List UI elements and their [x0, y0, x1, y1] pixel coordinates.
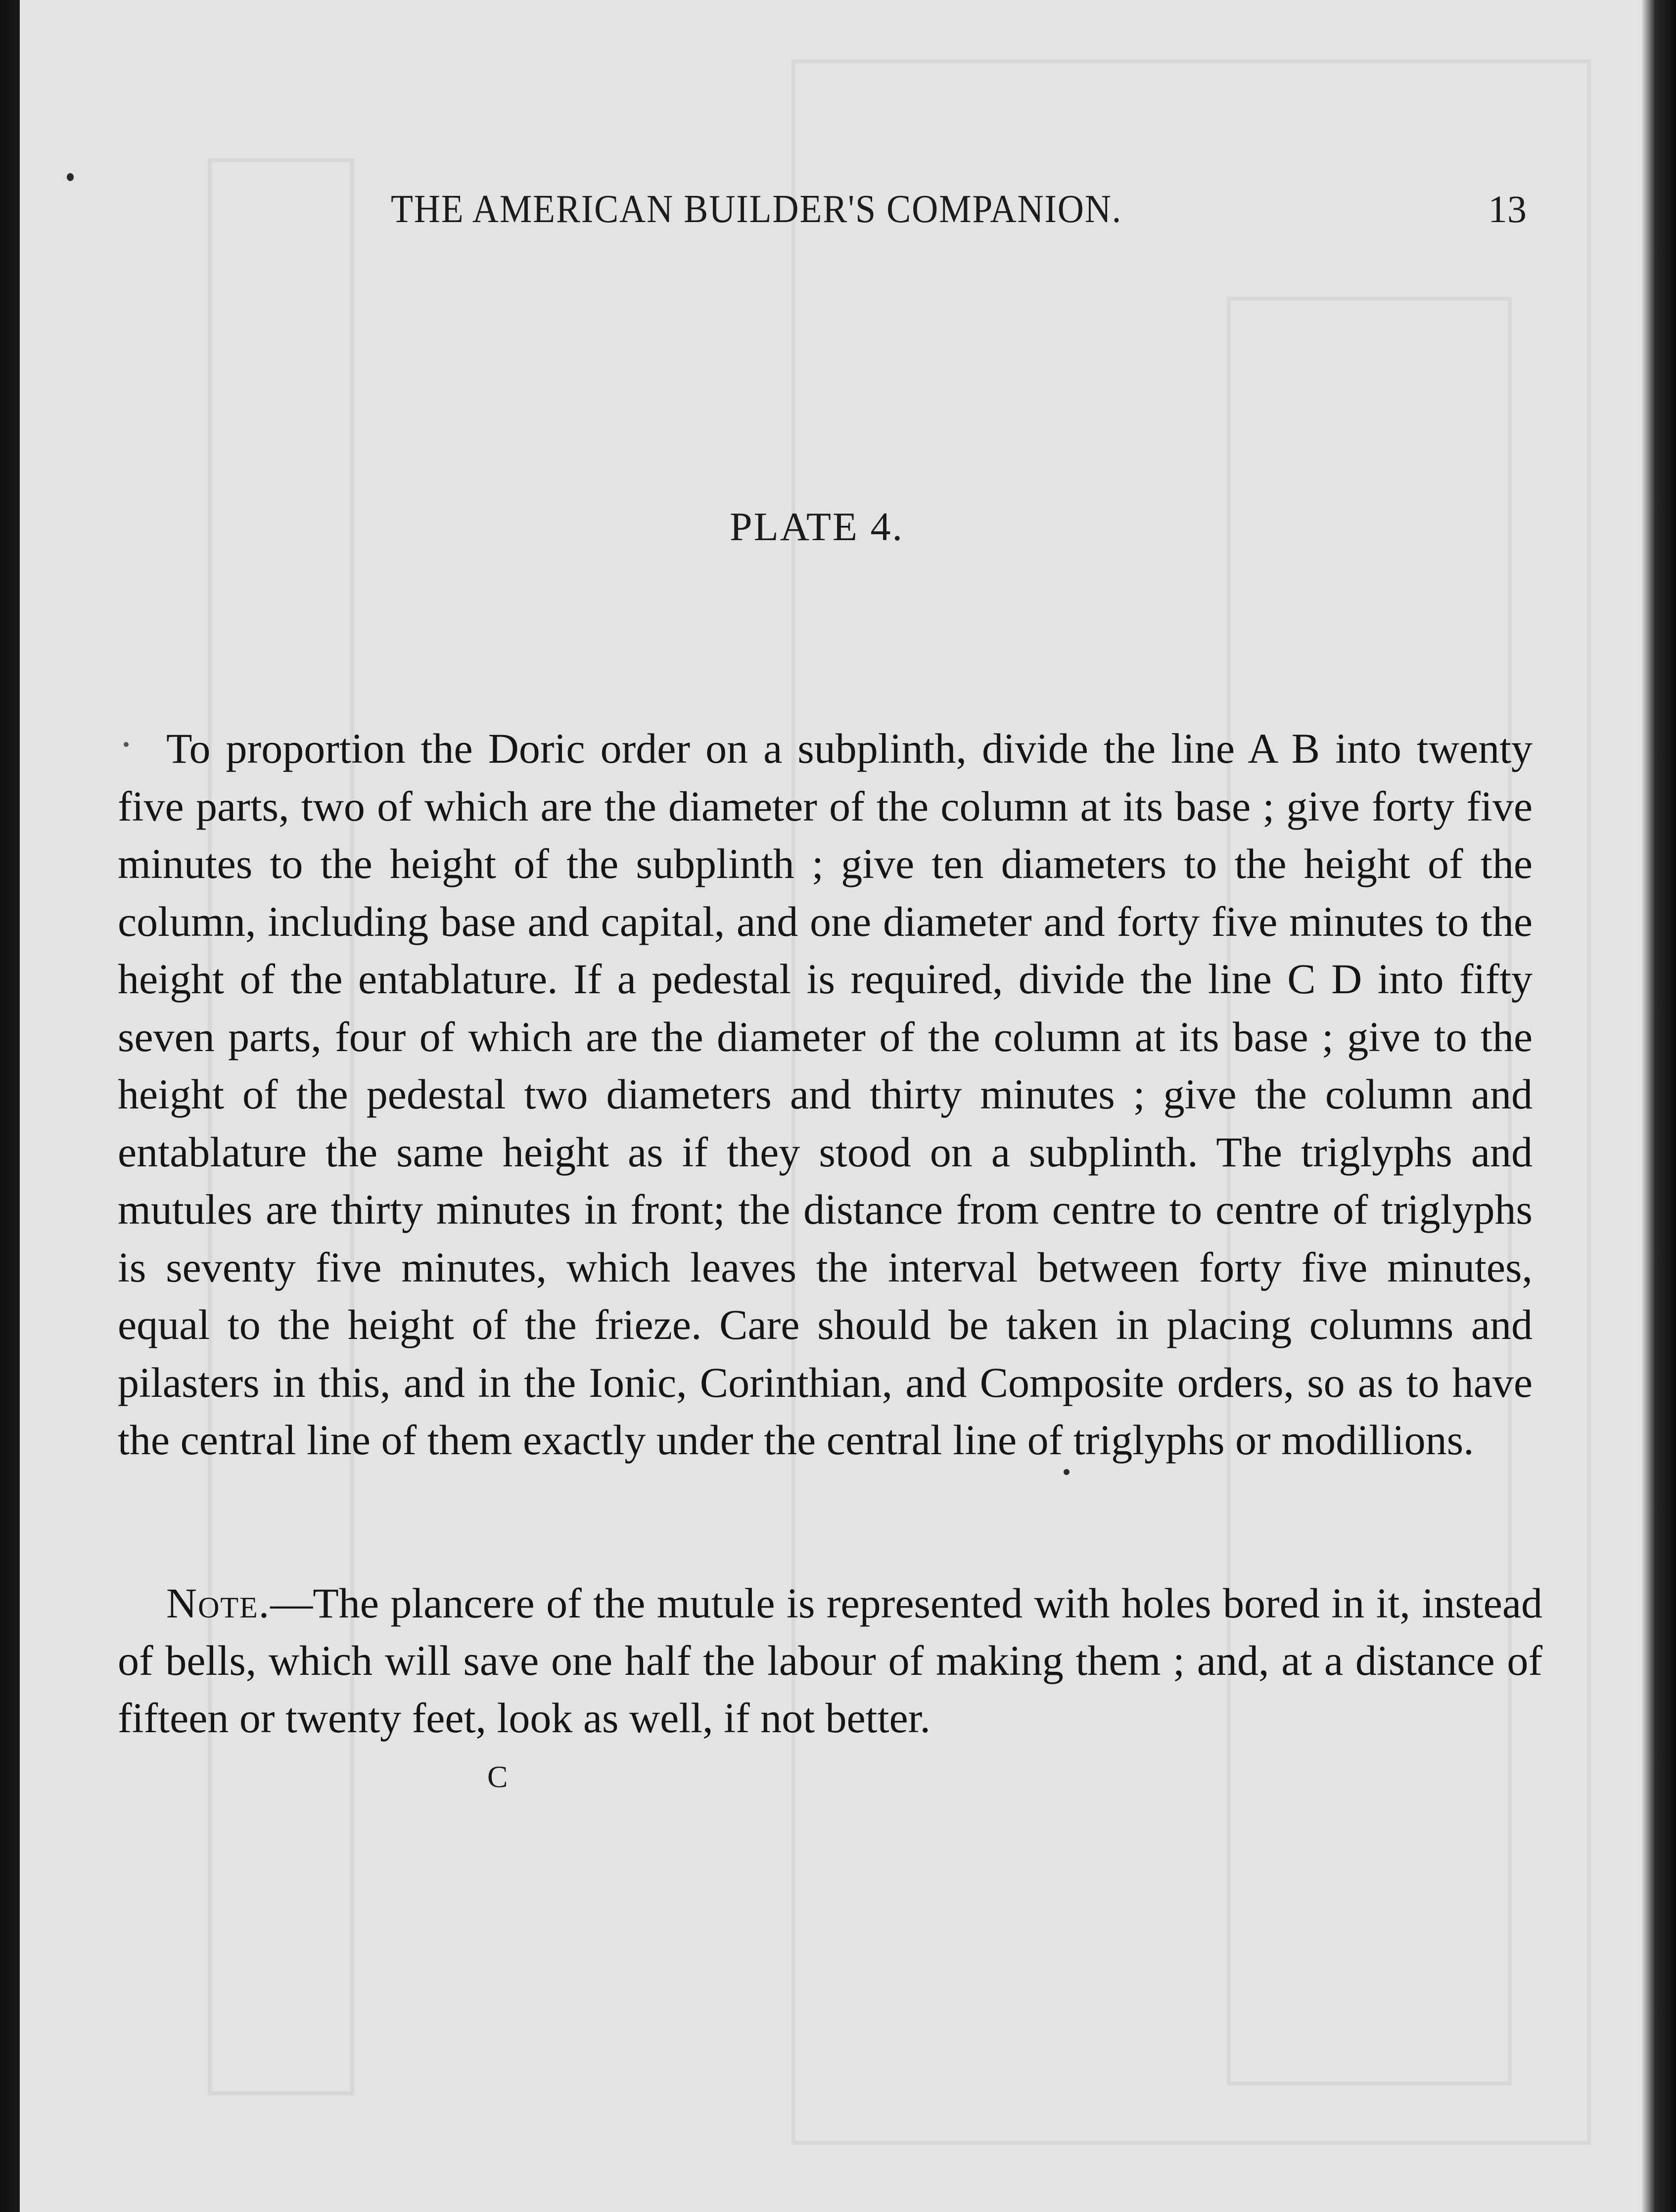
- ink-speck: [67, 173, 74, 181]
- running-title: THE AMERICAN BUILDER'S COMPANION.: [391, 187, 1122, 231]
- note-paragraph: [118, 1574, 1542, 1747]
- note-body: —The plancere of the mutule is represented with holes bored in it, instead of bells, which will save one half the labour of making them ; and, at a distance of fifteen or twenty feet, look as well, if not better.: [118, 1579, 1542, 1742]
- ink-speck: [124, 742, 129, 747]
- page-number: 13: [1488, 187, 1527, 230]
- page-right-edge: [1641, 0, 1676, 2212]
- page-left-edge: [0, 0, 20, 2212]
- plate-title: PLATE 4.: [730, 504, 904, 549]
- note-label: Note.: [166, 1579, 271, 1627]
- signature-mark: C: [487, 1760, 508, 1794]
- ink-speck: [1064, 1469, 1070, 1475]
- main-paragraph: To proportion the Doric order on a subplinth, divide the line A B into twenty five parts, two of which are the diameter of the column at its base ; give forty five minutes to the height of the subplinth ; give ten diameters to the height of the column, including base and capital, and one diameter and forty five minutes to the height of the entablature. If a pedestal is required, divide the line C D into fifty seven parts, four of which are the diameter of the column at its base ; give to the height of the pedestal two diameters and thirty minutes ; give the column and entablature the same height as if they stood on a subplinth. The triglyphs and mutules are thirty minutes in front; the distance from centre to centre of triglyphs is seventy five minutes, which leaves the interval between forty five minutes, equal to the height of the frieze. Care should be taken in placing columns and pilasters in this, and in the Ionic, Corinthian, and Composite orders, so as to have the central line of them exactly under the central line of triglyphs or modillions.: [118, 725, 1533, 1464]
